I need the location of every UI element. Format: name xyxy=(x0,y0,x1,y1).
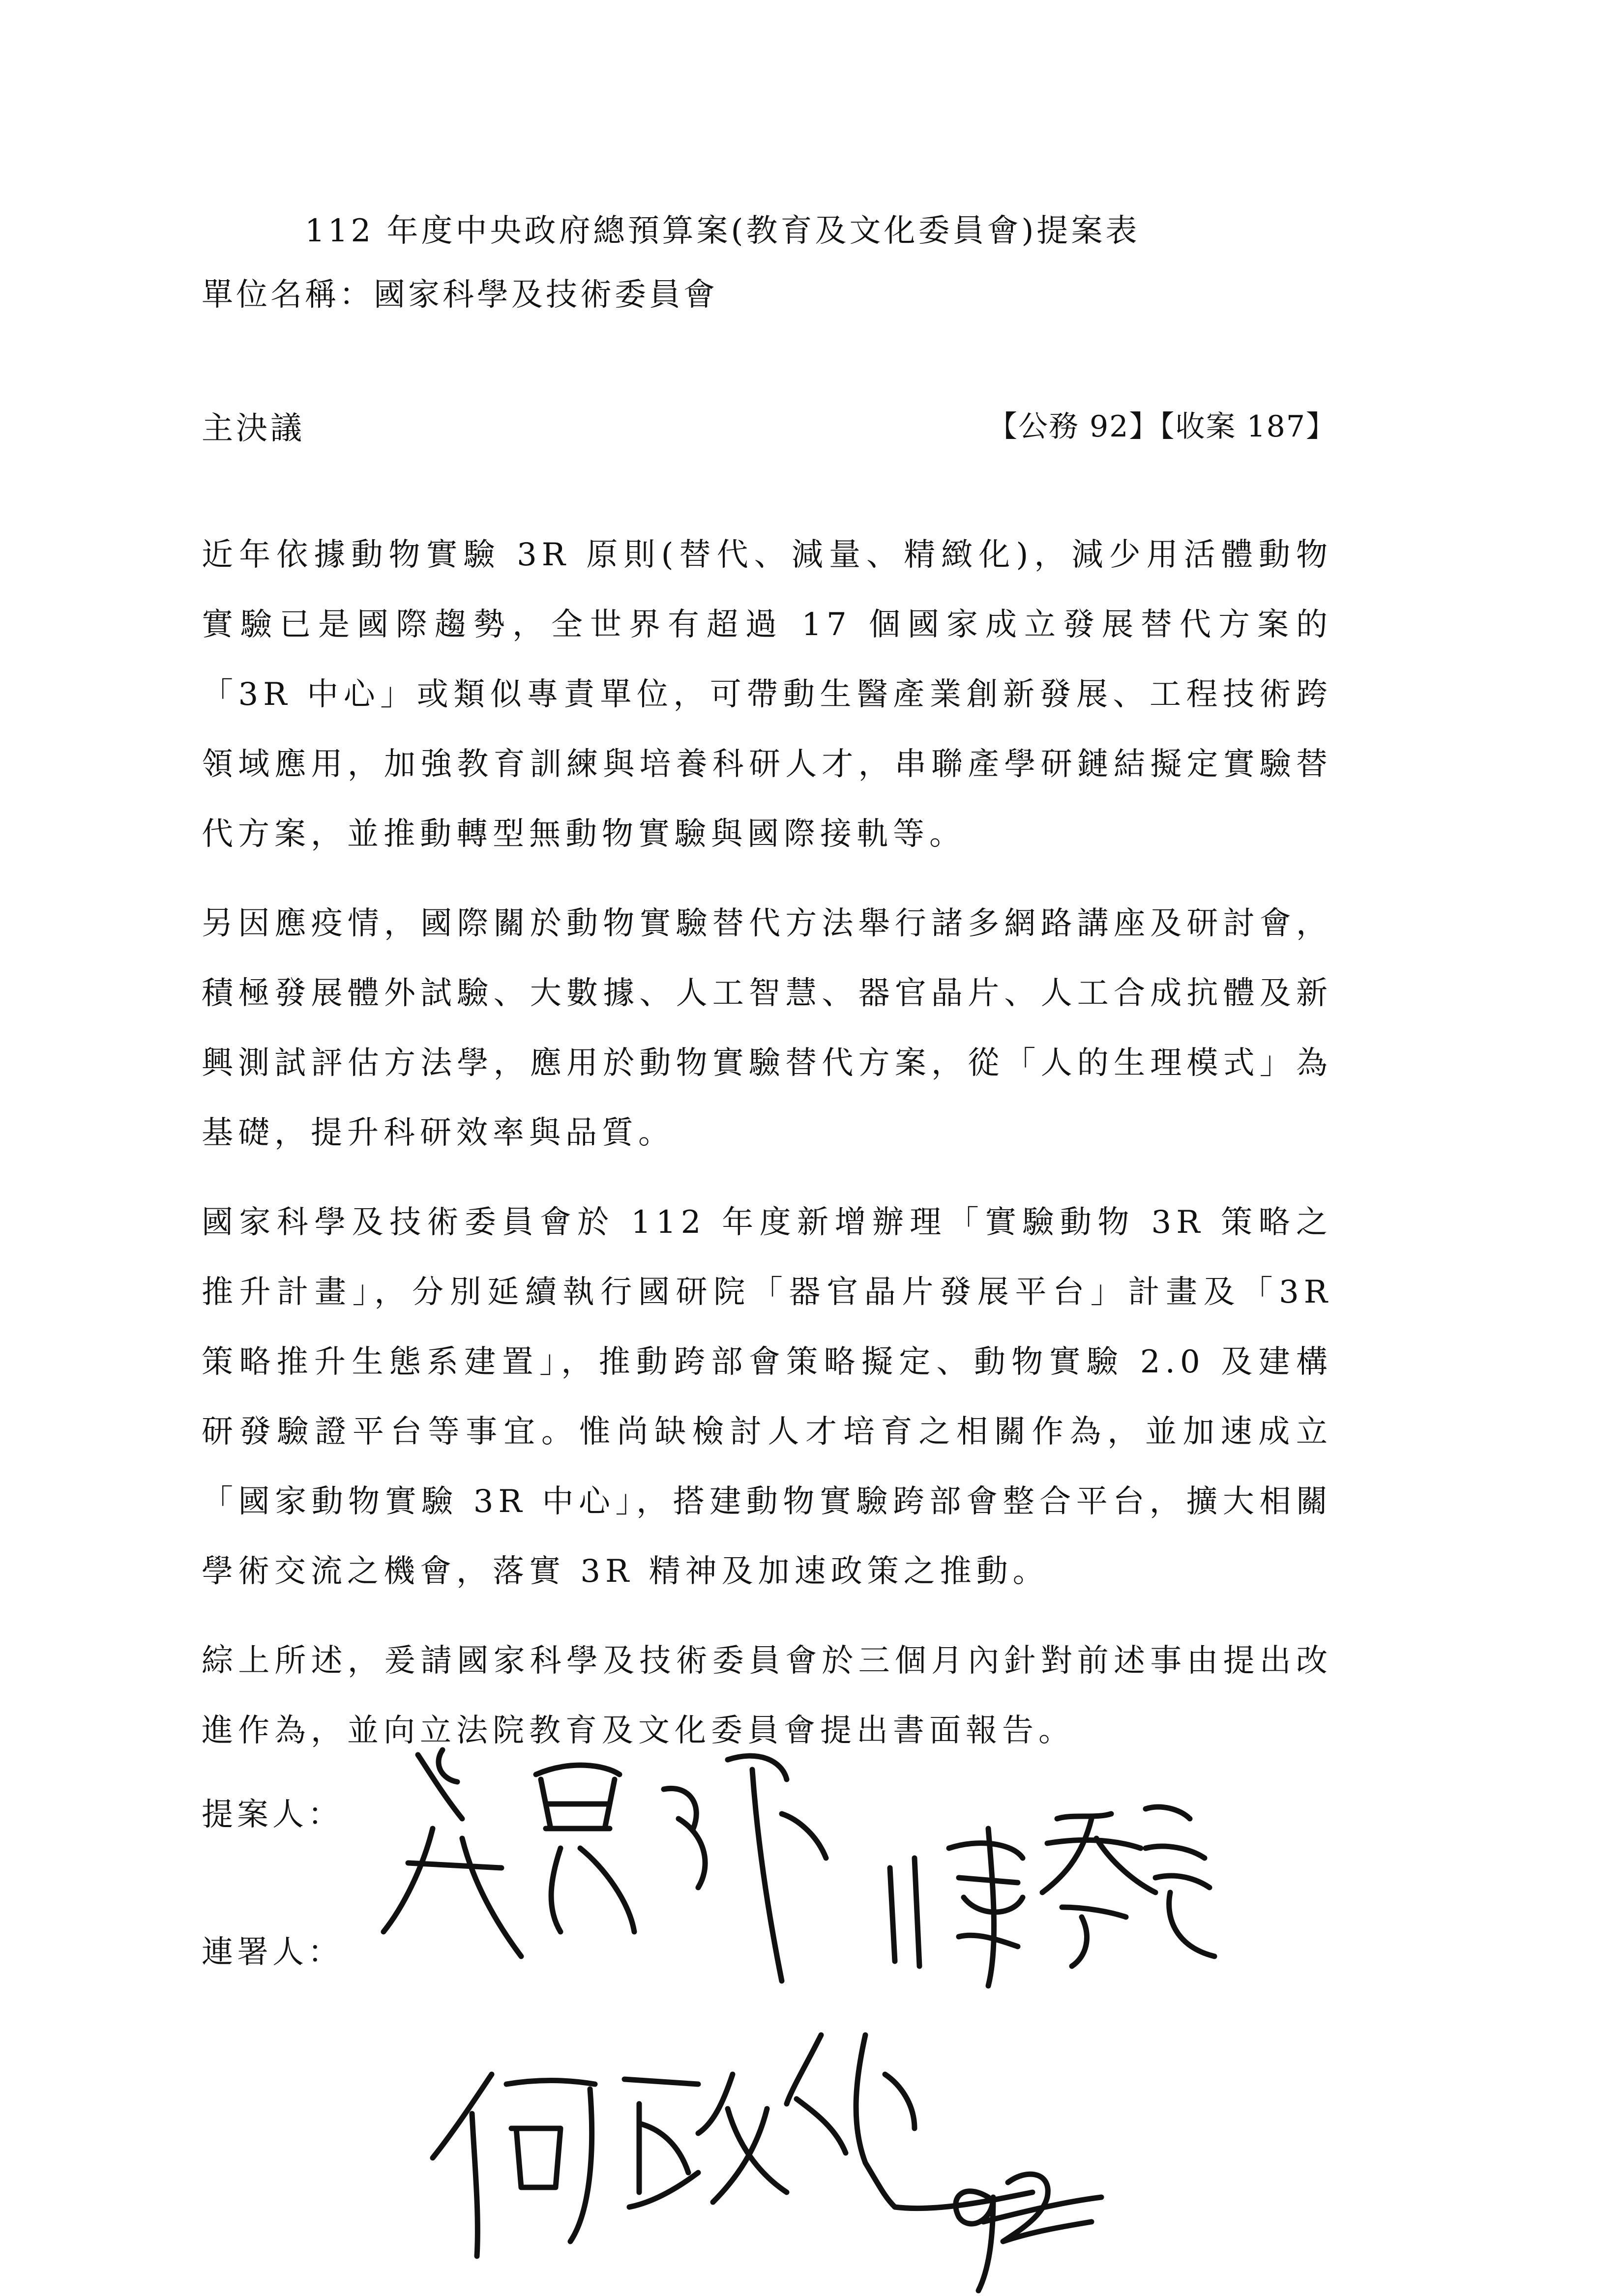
proposer-label: 提案人： xyxy=(202,1797,343,1833)
paragraph-3: 國家科學及技術委員會於 112 年度新增辦理「實驗動物 3R 策略之推升計畫」，分別延續執行國研院「器官晶片發展平台」計畫及「3R 策略推升生態系建置」，推動跨部會策略擬定、動物實驗 2.0 及建構研發驗證平台等事宜。惟尚缺檢討人才培育之相關作為，並加速成立「國家動物實驗 3R 中心」，搭建動物實驗跨部會整合平台，擴大相關學術交流之機會，落實 3R 精神及加速政策之推動。 xyxy=(202,1204,1332,1590)
paragraph-2: 另因應疫情，國際關於動物實驗替代方法舉行諸多網路講座及研討會，積極發展體外試驗、大數據、人工智慧、器官晶片、人工合成抗體及新興測試評估方法學，應用於動物實驗替代方案，從「人的生理模式」為基礎，提升科研效率與品質。 xyxy=(202,905,1332,1151)
signature-3 xyxy=(433,2035,1033,2256)
signature-2 xyxy=(890,1807,1214,1986)
paragraph-1: 近年依據動物實驗 3R 原則(替代、減量、精緻化)，減少用活體動物實驗已是國際趨勢，全世界有超過 17 個國家成立發展替代方案的「3R 中心」或類似專責單位，可帶動生醫產業創新發展、工程技術跨領域應用，加強教育訓練與培養科研人才，串聯產學研鏈結擬定實驗替代方案，並推動轉型無動物實驗與國際接軌等。 xyxy=(202,537,1332,852)
resolution-label: 主決議 xyxy=(202,410,305,447)
unit-name: 單位名稱：國家科學及技術委員會 xyxy=(202,277,718,313)
case-reference: 【公務 92】【收案 187】 xyxy=(987,409,1336,444)
document-title: 112 年度中央政府總預算案(教育及文化委員會)提案表 xyxy=(305,213,1140,249)
cosigner-label: 連署人： xyxy=(202,1934,343,1971)
paragraph-4: 綜上所述，爰請國家科學及技術委員會於三個月內針對前述事由提出改進作為，並向立法院教育及文化委員會提出書面報告。 xyxy=(202,1643,1332,1749)
signature-1 xyxy=(384,1750,826,1981)
